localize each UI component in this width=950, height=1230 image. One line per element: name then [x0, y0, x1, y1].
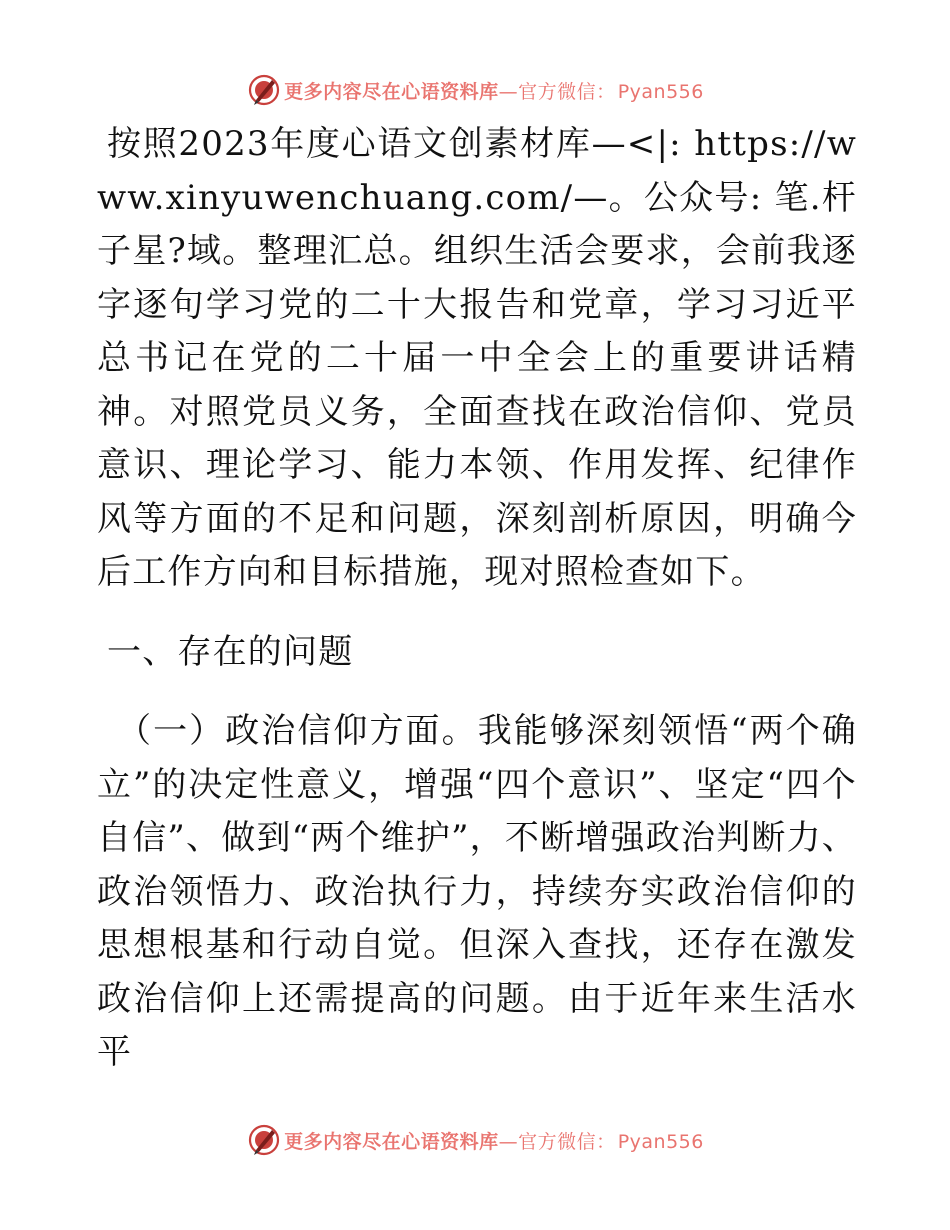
footer-banner [0, 1120, 950, 1160]
header-banner-wechat-id: Pyan556 [617, 80, 704, 103]
intro-paragraph: 按照2023年度心语文创素材库—<|: https://www.xinyuwenchuang.com/—。公众号: 笔.杆子星?域。整理汇总。组织生活会要求，会前我逐字逐句学习党的二十大报告和党章，学习习近平总书记在党的二十届一中全会上的重要讲话精神。对照党员义务，全面查找在政治信仰、党员意识、理论学习、能力本领、作用发挥、纪律作风等方面的不足和问题，深刻剖析原因，明确今后工作方向和目标措施，现对照检查如下。 [97, 124, 857, 592]
pen-logo-icon [246, 1122, 282, 1158]
section-heading: 一、存在的问题 [107, 631, 354, 672]
header-banner-title: 更多内容尽在心语资料库 [284, 80, 499, 103]
footer-banner-wechat-id: Pyan556 [617, 1130, 704, 1153]
footer-banner-separator: —官方微信： [498, 1130, 616, 1153]
header-banner [0, 70, 950, 110]
section-1-paragraph: （一）政治信仰方面。我能够深刻领悟“两个确立”的决定性意义，增强“四个意识”、坚定“四个自信”、做到“两个维护”，不断增强政治判断力、政治领悟力、政治执行力，持续夯实政治信仰的思想根基和行动自觉。但深入查找，还存在激发政治信仰上还需提高的问题。由于近年来生活水平 [97, 711, 857, 1072]
pen-logo-icon [246, 72, 282, 108]
document-body [97, 118, 857, 1080]
footer-banner-title: 更多内容尽在心语资料库 [284, 1130, 499, 1153]
header-banner-separator: —官方微信： [498, 80, 616, 103]
